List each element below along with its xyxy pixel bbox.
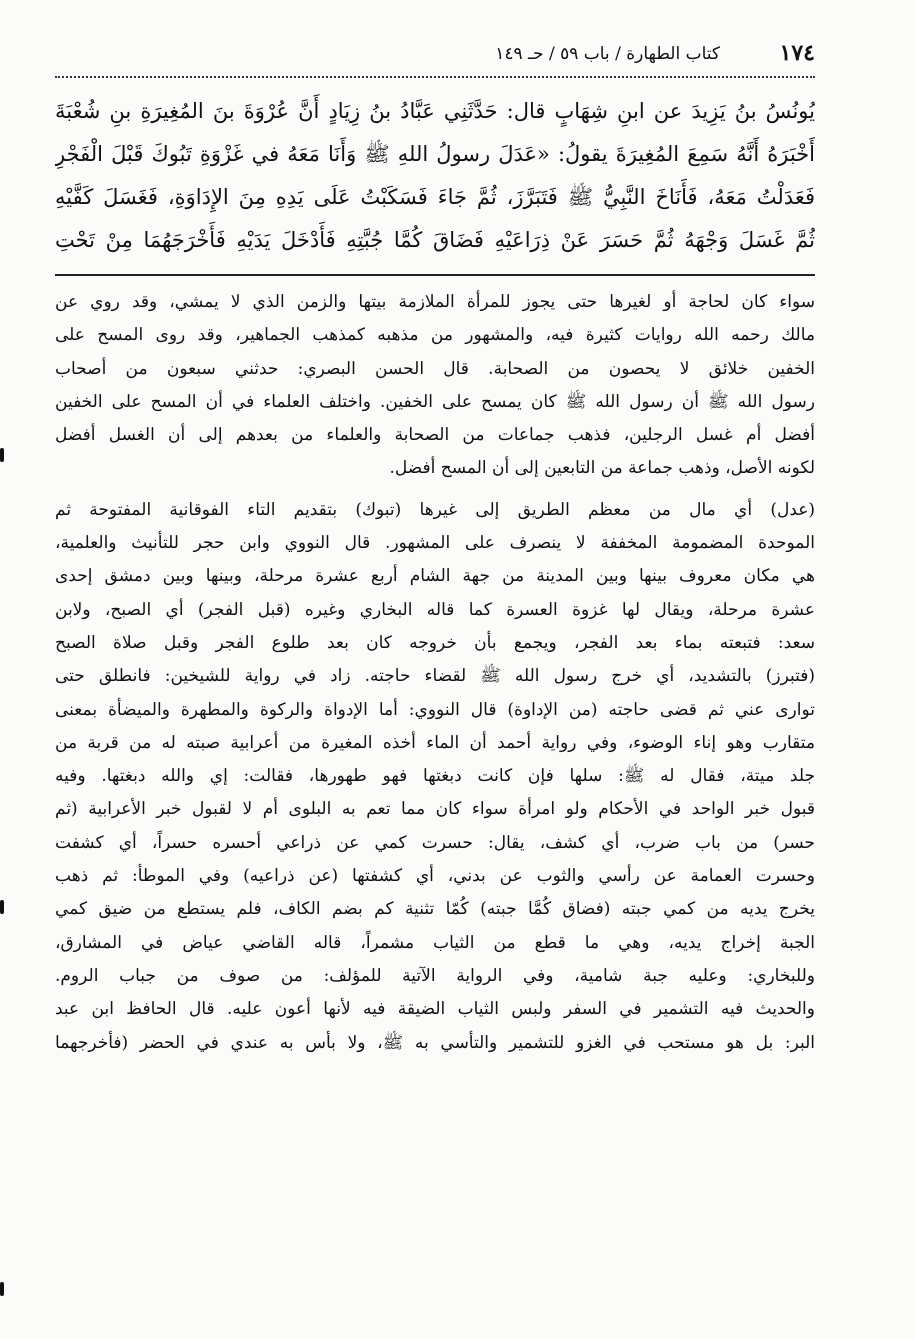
commentary-line: أفضل أم غسل الرجلين، فذهب جماعات من الصحابة والعلماء من بعدهم إلى أن الغسل أفضل xyxy=(55,425,815,446)
commentary-line: سواء كان لحاجة أو لغيرها حتى يجوز للمرأة الملازمة بيتها والزمن الذي لا يمشي، وقد روي عن xyxy=(55,292,815,312)
scan-edge-mark xyxy=(0,1282,4,1296)
hadith-line: يُونُسُ بنُ يَزِيدَ عن ابنِ شِهَابٍ قال: حَدَّثَنِي عَبَّادُ بنُ زِيَادٍ أَنَّ عُرْوَةَ بنَ المُغِيرَةِ بنِ شُعْبَةَ xyxy=(55,99,815,123)
commentary-line: عشرة مرحلة، ويقال لها غزوة العسرة كما قاله البخاري وغيره (قبل الفجر) أي الصبح، ولابن xyxy=(55,599,815,620)
commentary-paragraph xyxy=(55,286,815,486)
commentary-line: الجبة إخراج يديه، وهي ما قطع من الثياب مشمراً، قاله القاضي عياض في المشارق، xyxy=(55,932,815,953)
hadith-line: فَعَدَلْتُ مَعَهُ، فَأَنَاخَ النَّبِيُّ ﷺ فَتَبَرَّزَ، ثُمَّ جَاءَ فَسَكَبْتُ عَلَى يَدِهِ مِنَ الإِدَاوَةِ، فَغَسَلَ كَفَّيْهِ xyxy=(55,185,815,209)
commentary-line: والحديث فيه التشمير في السفر ولبس الثياب الضيقة فيه لأنها أعون عليه. قال الحافظ ابن عبد xyxy=(55,999,815,1020)
running-title: كتاب الطهارة / باب ٥٩ / حـ ١٤٩ xyxy=(495,44,720,64)
commentary-line: وحسرت العمامة عن رأسي والثوب عن بدني، أي كشفتها (عن ذراعيه) وفي الموطأ: ثم ذهب xyxy=(55,866,815,887)
commentary-paragraph xyxy=(55,494,815,1060)
commentary-line: يخرج يديه من كمي جبته (فضاق كُمَّا جبته) كُمّا تثنية كم بضم الكاف، فلم يستطع من ضيق كمي xyxy=(55,899,815,920)
commentary-line: لكونه الأصل، وذهب جماعة من التابعين إلى أن المسح أفضل. xyxy=(389,458,815,479)
commentary-line: (فتبرز) بالتشديد، أي خرج رسول الله ﷺ لقضاء حاجته. زاد في رواية للشيخين: فانطلق حتى xyxy=(55,666,815,687)
page-header xyxy=(55,40,815,78)
scan-edge-mark xyxy=(0,900,4,914)
commentary-line: متقارب وهو إناء الوضوء، وفي رواية أحمد أن الماء أخذه المغيرة من أعرابية صبته له من قربة من xyxy=(55,732,815,753)
commentary-line: الخفين خلائق لا يحصون من الصحابة. قال الحسن البصري: حدثني سبعون من أصحاب xyxy=(55,358,815,379)
scan-edge-mark xyxy=(0,448,4,462)
hadith-line: أَخْبَرَهُ أَنَّهُ سَمِعَ المُغِيرَةَ يقولُ: «عَدَلَ رسولُ اللهِ ﷺ وَأَنَا مَعَهُ في غَزْوَةِ تَبُوكَ قَبْلَ الْفَجْرِ xyxy=(55,142,815,166)
commentary-line: هي مكان معروف بينها وبين المدينة من جهة الشام أربع عشرة مرحلة، وبينها وبين دمشق إحدى xyxy=(55,566,815,587)
commentary-line: جلد ميتة، فقال له ﷺ: سلها فإن كانت دبغتها فهو طهورها، فقالت: إي والله دبغتها. وفيه xyxy=(55,766,815,787)
commentary-line: حسر) من باب ضرب، أي كشف، يقال: حسرت كمي عن ذراعي أحسره حسراً، أي كشفت xyxy=(55,832,815,853)
commentary-line: الموحدة المضمومة المخففة لا ينصرف على المشهور. قال النووي وابن حجر للتأنيث والعلمية، xyxy=(55,533,815,554)
page-number: ١٧٤ xyxy=(779,40,815,66)
commentary xyxy=(55,286,815,1060)
commentary-line: قبول خبر الواحد في الأحكام ولو امرأة سواء كان مما تعم به البلوى أم لا لقبول خبر الأعرابية (ثم xyxy=(55,799,815,820)
commentary-line: مالك رحمه الله روايات كثيرة فيه، والمشهور من مذهبه كمذهب الجماهير، وقد روى المسح على xyxy=(55,325,815,346)
commentary-line: البر: بل هو مستحب في الغزو للتشمير والتأسي به ﷺ، ولا بأس به عندي في الحضر (فأخرجهما xyxy=(55,1032,815,1053)
hadith-line: ثُمَّ غَسَلَ وَجْهَهُ ثُمَّ حَسَرَ عَنْ ذِرَاعَيْهِ فَضَاقَ كُمَّا جُبَّتِهِ فَأَدْخَلَ يَدَيْهِ فَأَخْرَجَهُمَا مِنْ تَحْتِ xyxy=(55,228,815,252)
commentary-line: (عدل) أي مال من معظم الطريق إلى غيرها (تبوك) بتقديم التاء الفوقانية المفتوحة ثم xyxy=(55,499,815,520)
commentary-line: وللبخاري: وعليه جبة شامية، وفي الرواية الآتية للمؤلف: من صوف من جباب الروم. xyxy=(55,965,815,986)
book-page xyxy=(55,40,815,1320)
commentary-line: رسول الله ﷺ أن رسول الله ﷺ كان يمسح على الخفين. واختلف العلماء في أن المسح على الخفين xyxy=(55,391,815,412)
commentary-line: توارى عني ثم قضى حاجته (من الإداوة) قال النووي: أما الإدواة والركوة والمطهرة والميضأة بمعنى xyxy=(55,699,815,720)
footnote-separator xyxy=(55,274,815,276)
commentary-line: سعد: فتبعته بماء بعد الفجر، ويجمع بأن خروجه كان بعد طلوع الفجر وقبل صلاة الصبح xyxy=(55,632,815,653)
hadith-text xyxy=(55,90,815,262)
